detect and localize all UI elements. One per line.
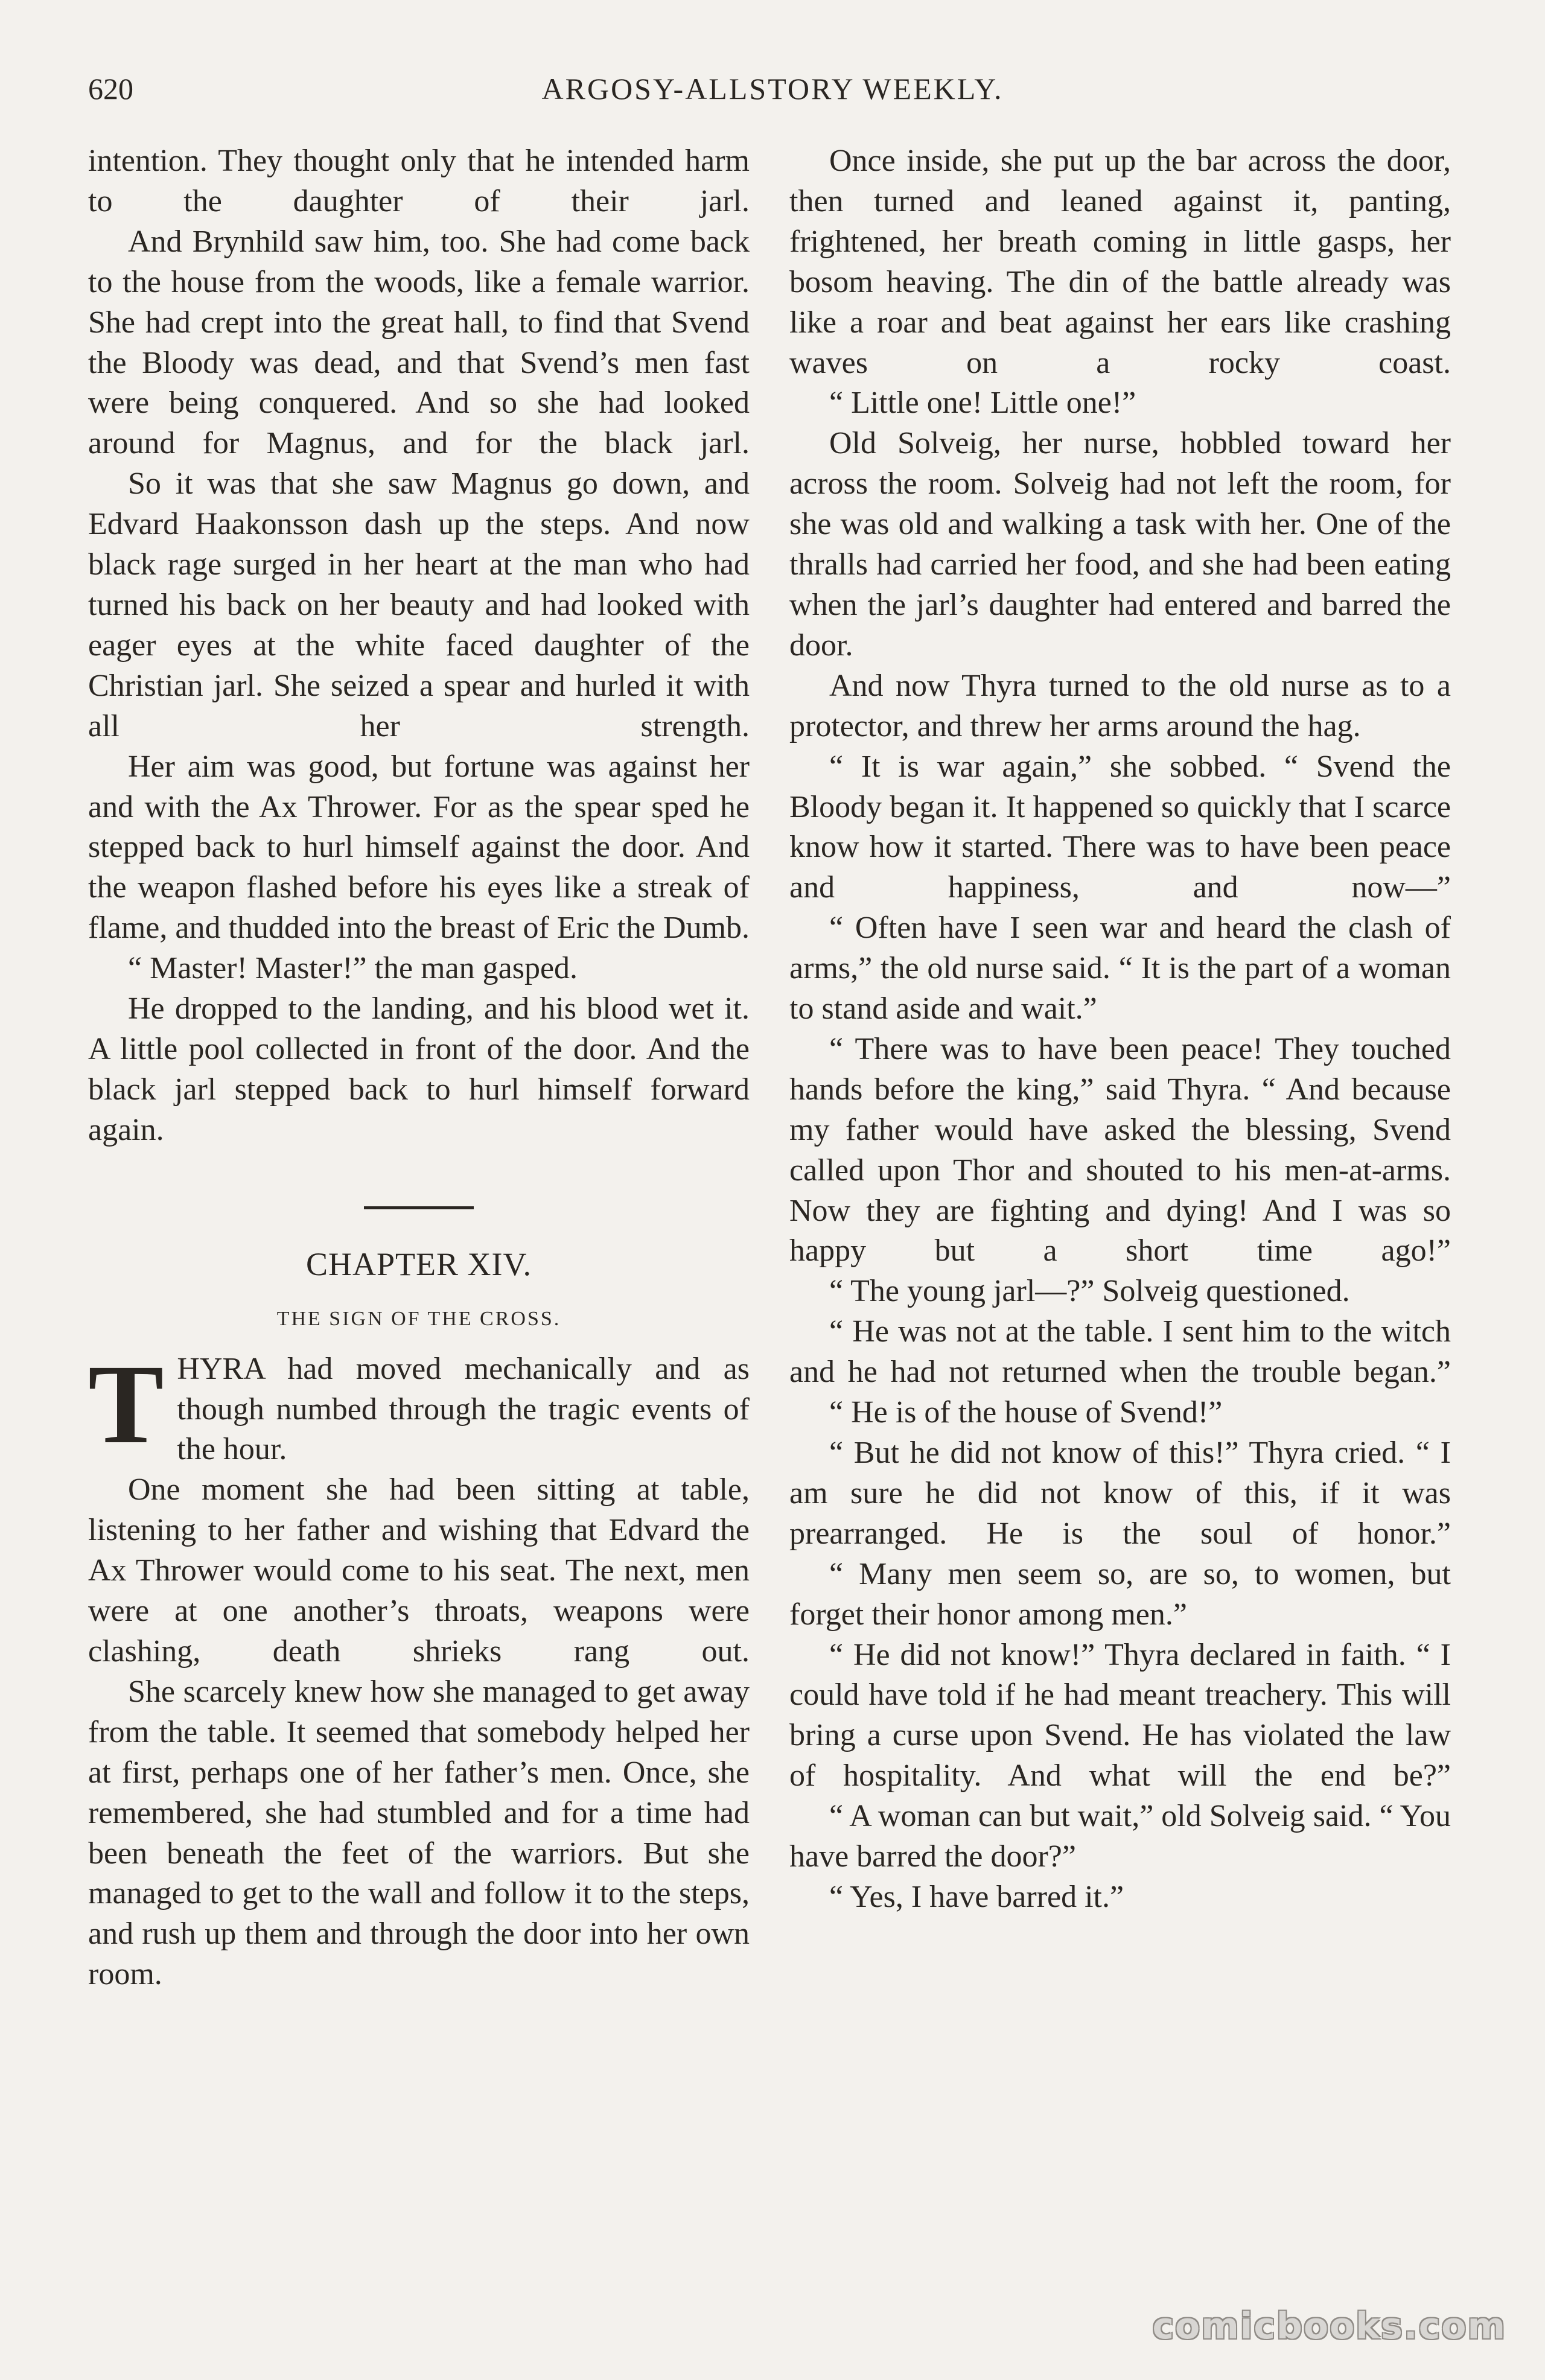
paragraph: And now Thyra turned to the old nurse as to a protector, and threw her arms around the hag. (789, 668, 1451, 743)
page-header (88, 71, 1457, 113)
left-column (88, 141, 750, 1995)
paragraph: One moment she had been sitting at table, listening to her father and wishing that Edvard the Ax Thrower would come to his seat. The next, men were at one another’s throats, weapons were clashing, death shrieks rang out. (88, 1472, 750, 1669)
paragraph: “ Little one! Little one!” (829, 386, 1136, 421)
paragraph: “ Many men seem so, are so, to women, but forget their honor among men.” (789, 1556, 1451, 1632)
paragraph: “ He was not at the table. I sent him to the witch and he had not returned when the trouble began.” (789, 1314, 1451, 1390)
chapter-title: THE SIGN OF THE CROSS. (276, 1307, 561, 1330)
paragraph: “ The young jarl—?” Solveig questioned. (829, 1274, 1350, 1309)
drop-cap: T (88, 1340, 164, 1467)
paragraph: “ Yes, I have barred it.” (829, 1879, 1124, 1914)
paragraph: “ It is war again,” she sobbed. “ Svend the Bloody began it. It happened so quickly that I scarce know how it started. There was to have been peace and happiness, and now—” (789, 749, 1451, 905)
paragraph: “ There was to have been peace! They touched hands before the king,” said Thyra. “ And because my father would have asked the blessing, Svend called upon Thor and shouted to his men-at-arms. Now they are fighting and dying! And I was so happy but a short time ago!” (789, 1031, 1451, 1268)
paragraph: So it was that she saw Magnus go down, and Edvard Haakonsson dash up the steps. And now black rage surged in her heart at the man who had turned his back on her beauty and had looked with eager eyes at the white faced daughter of the Christian jarl. She seized a spear and hurled it with all her strength. (88, 466, 750, 743)
paragraph: “ A woman can but wait,” old Solveig said. “ You have barred the door?” (789, 1799, 1451, 1874)
paragraph: “ Master! Master!” the man gasped. (128, 951, 578, 986)
magazine-title: ARGOSY-ALLSTORY WEEKLY. (541, 72, 1004, 106)
paragraph: “ He is of the house of Svend!” (829, 1395, 1223, 1430)
paragraph: Old Solveig, her nurse, hobbled toward her across the room. Solveig had not left the room, for she was old and walking a task with her. One of the thralls had carried her food, and she had been eating when the jarl’s daughter had entered and barred the door. (789, 426, 1451, 663)
chapter-heading: CHAPTER XIV. (305, 1246, 532, 1282)
chapter-opening (88, 1340, 750, 1471)
paragraph: “ He did not know!” Thyra declared in faith. “ I could have told if he had meant treachery. This will bring a curse upon Svend. He has violated the law of hospitality. And what will the end be?” (789, 1637, 1451, 1793)
paragraph: intention. They thought only that he intended harm to the daughter of their jarl. (88, 144, 750, 218)
page-number: 620 (88, 72, 133, 106)
paragraph: She scarcely knew how she managed to get away from the table. It seemed that somebody helped her at first, perhaps one of her father’s men. Once, she remembered, she had stumbled and for a time had been beneath the feet of the warriors. But she managed to get to the wall and follow it to the steps, and rush up them and through the door into her own room. (88, 1674, 750, 1992)
paragraph: “ Often have I seen war and heard the clash of arms,” the old nurse said. “ It is the part of a woman to stand aside and wait.” (789, 911, 1451, 1026)
paragraph: And Brynhild saw him, too. She had come back to the house from the woods, like a female warrior. She had crept into the great hall, to find that Svend the Bloody was dead, and that Svend’s men fast were being conquered. And so she had looked around for Magnus, and for the black jarl. (88, 224, 750, 461)
right-column (789, 141, 1451, 1918)
paragraph: HYRA had moved mechanically and as though numbed through the tragic events of the hour. (177, 1351, 750, 1467)
watermark: comicbooks.com (1152, 2305, 1506, 2347)
paragraph: Her aim was good, but fortune was against her and with the Ax Thrower. For as the spear sped he stepped back to hurl himself against the door. And the weapon flashed before his eyes like a streak of flame, and thudded into the breast of Eric the Dumb. (88, 749, 750, 946)
section-divider (364, 1206, 474, 1209)
paragraph: He dropped to the landing, and his blood wet it. A little pool collected in front of the door. And the black jarl stepped back to hurl himself forward again. (88, 991, 750, 1147)
paragraph: “ But he did not know of this!” Thyra cried. “ I am sure he did not know of this, if it was prearranged. He is the soul of honor.” (789, 1436, 1451, 1551)
paragraph: Once inside, she put up the bar across the door, then turned and leaned against it, panting, frightened, her breath coming in little gasps, her bosom heaving. The din of the battle already was like a roar and beat against her ears like crashing waves on a rocky coast. (789, 144, 1451, 380)
